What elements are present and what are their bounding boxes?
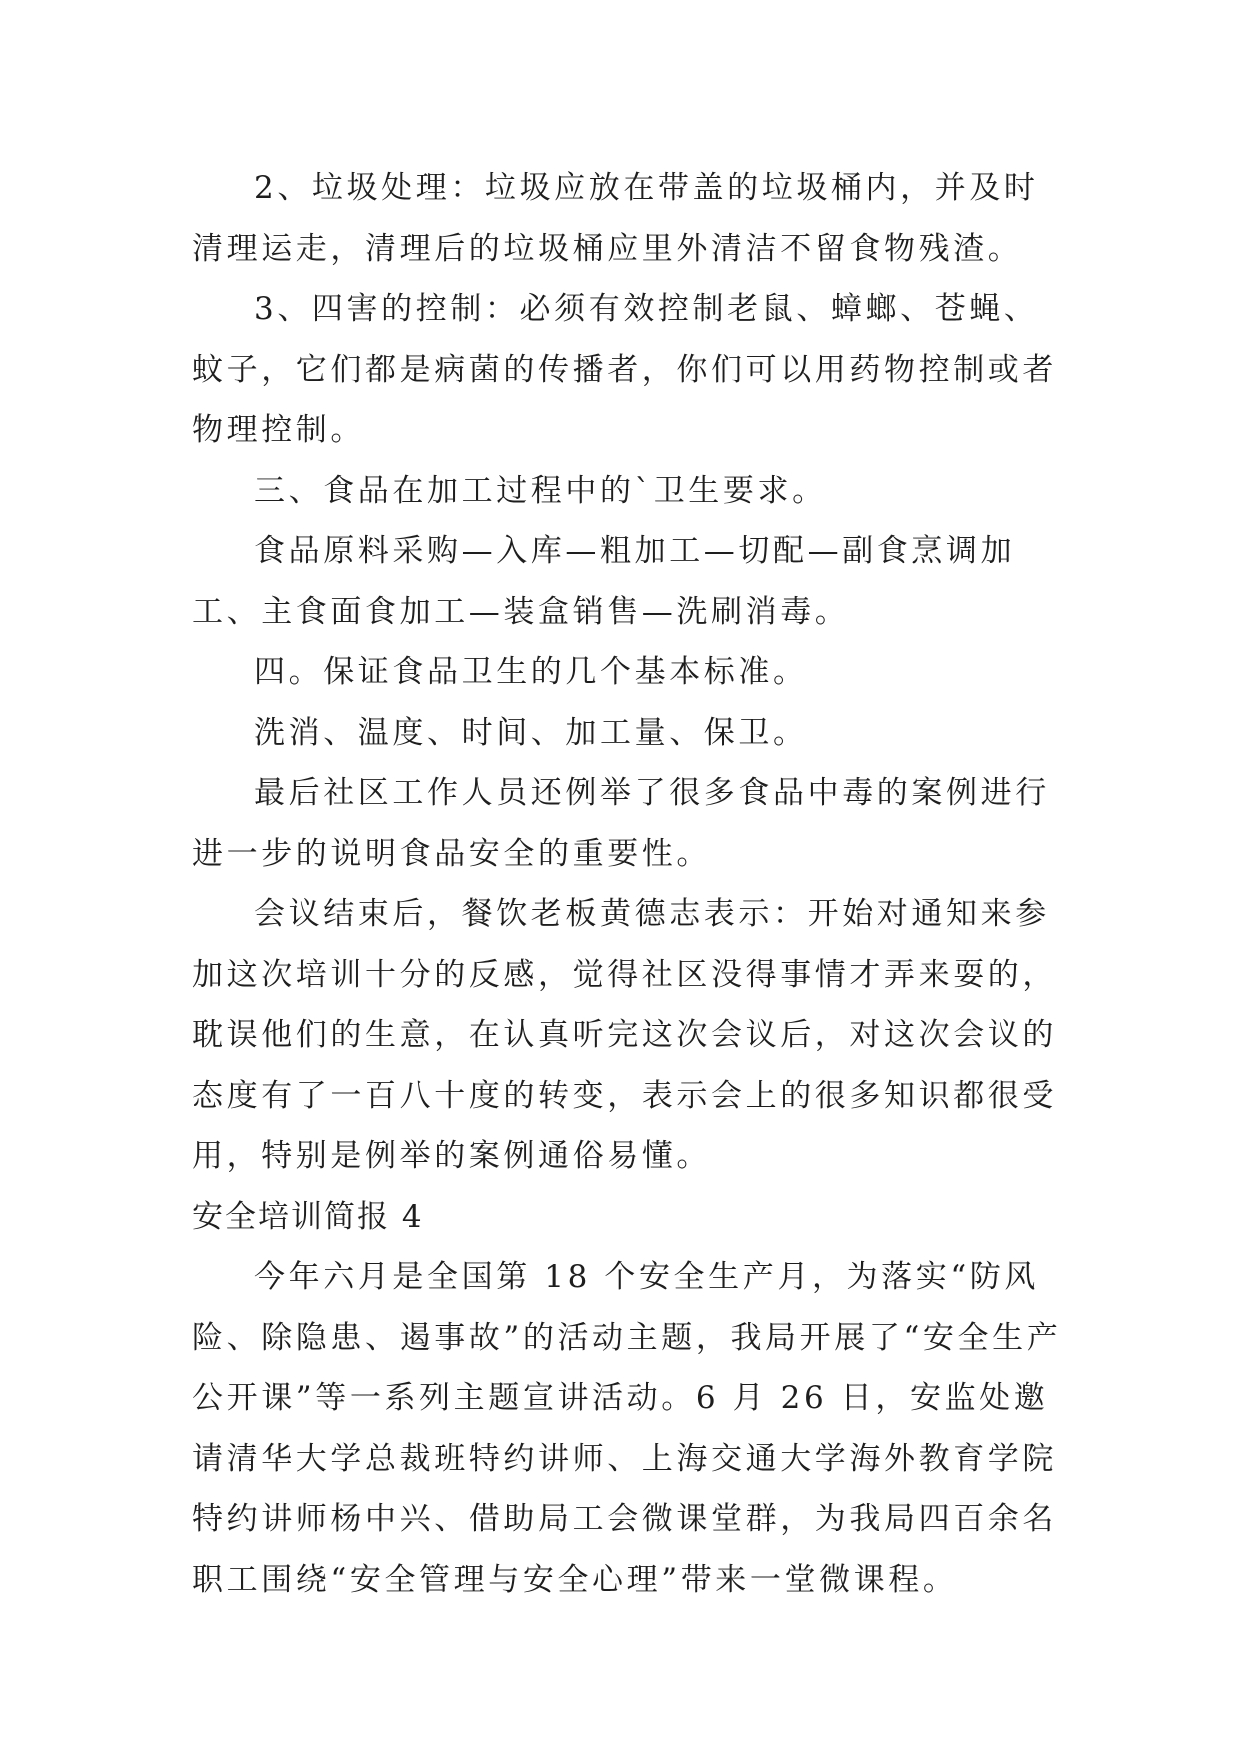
section-title: 安全培训简报 4 [192, 1198, 424, 1235]
paragraph-garbage: 2、垃圾处理：垃圾应放在带盖的垃圾桶内，并及时清理运走，清理后的垃圾桶应里外清洁不留食物残渣。 [192, 170, 1039, 267]
document-body [192, 158, 1072, 1610]
paragraph-process-flow: 食品原料采购—入库—粗加工—切配—副食烹调加工、主食面食加工—装盒销售—洗刷消毒。 [192, 533, 1016, 630]
paragraph-case-examples: 最后社区工作人员还例举了很多食品中毒的案例进行进一步的说明食品安全的重要性。 [192, 775, 1050, 872]
paragraph-processing-hygiene: 三、食品在加工过程中的`卫生要求。 [254, 472, 827, 509]
paragraph-pest-control: 3、四害的控制：必须有效控制老鼠、蟑螂、苍蝇、蚊子，它们都是病菌的传播者，你们可以用药物控制或者物理控制。 [192, 291, 1057, 448]
paragraph-standards-list: 洗消、温度、时间、加工量、保卫。 [254, 714, 808, 751]
paragraph-meeting-feedback: 会议结束后，餐饮老板黄德志表示：开始对通知来参加这次培训十分的反感，觉得社区没得事情才弄来耍的，耽误他们的生意，在认真听完这次会议后，对这次会议的态度有了一百八十度的转变，表示会上的很多知识都很受用，特别是例举的案例通俗易懂。 [192, 896, 1057, 1174]
paragraph-safety-month: 今年六月是全国第 18 个安全生产月，为落实“防风险、除隐患、遏事故”的活动主题，我局开展了“安全生产公开课”等一系列主题宣讲活动。6 月 26 日，安监处邀请清华大学总裁班特约讲师、上海交通大学海外教育学院特约讲师杨中兴、借助局工会微课堂群，为我局四百余名职工围绕“安全管理与安全心理”带来一堂微课程。 [192, 1259, 1062, 1598]
paragraph-hygiene-standards: 四。保证食品卫生的几个基本标准。 [254, 654, 808, 690]
